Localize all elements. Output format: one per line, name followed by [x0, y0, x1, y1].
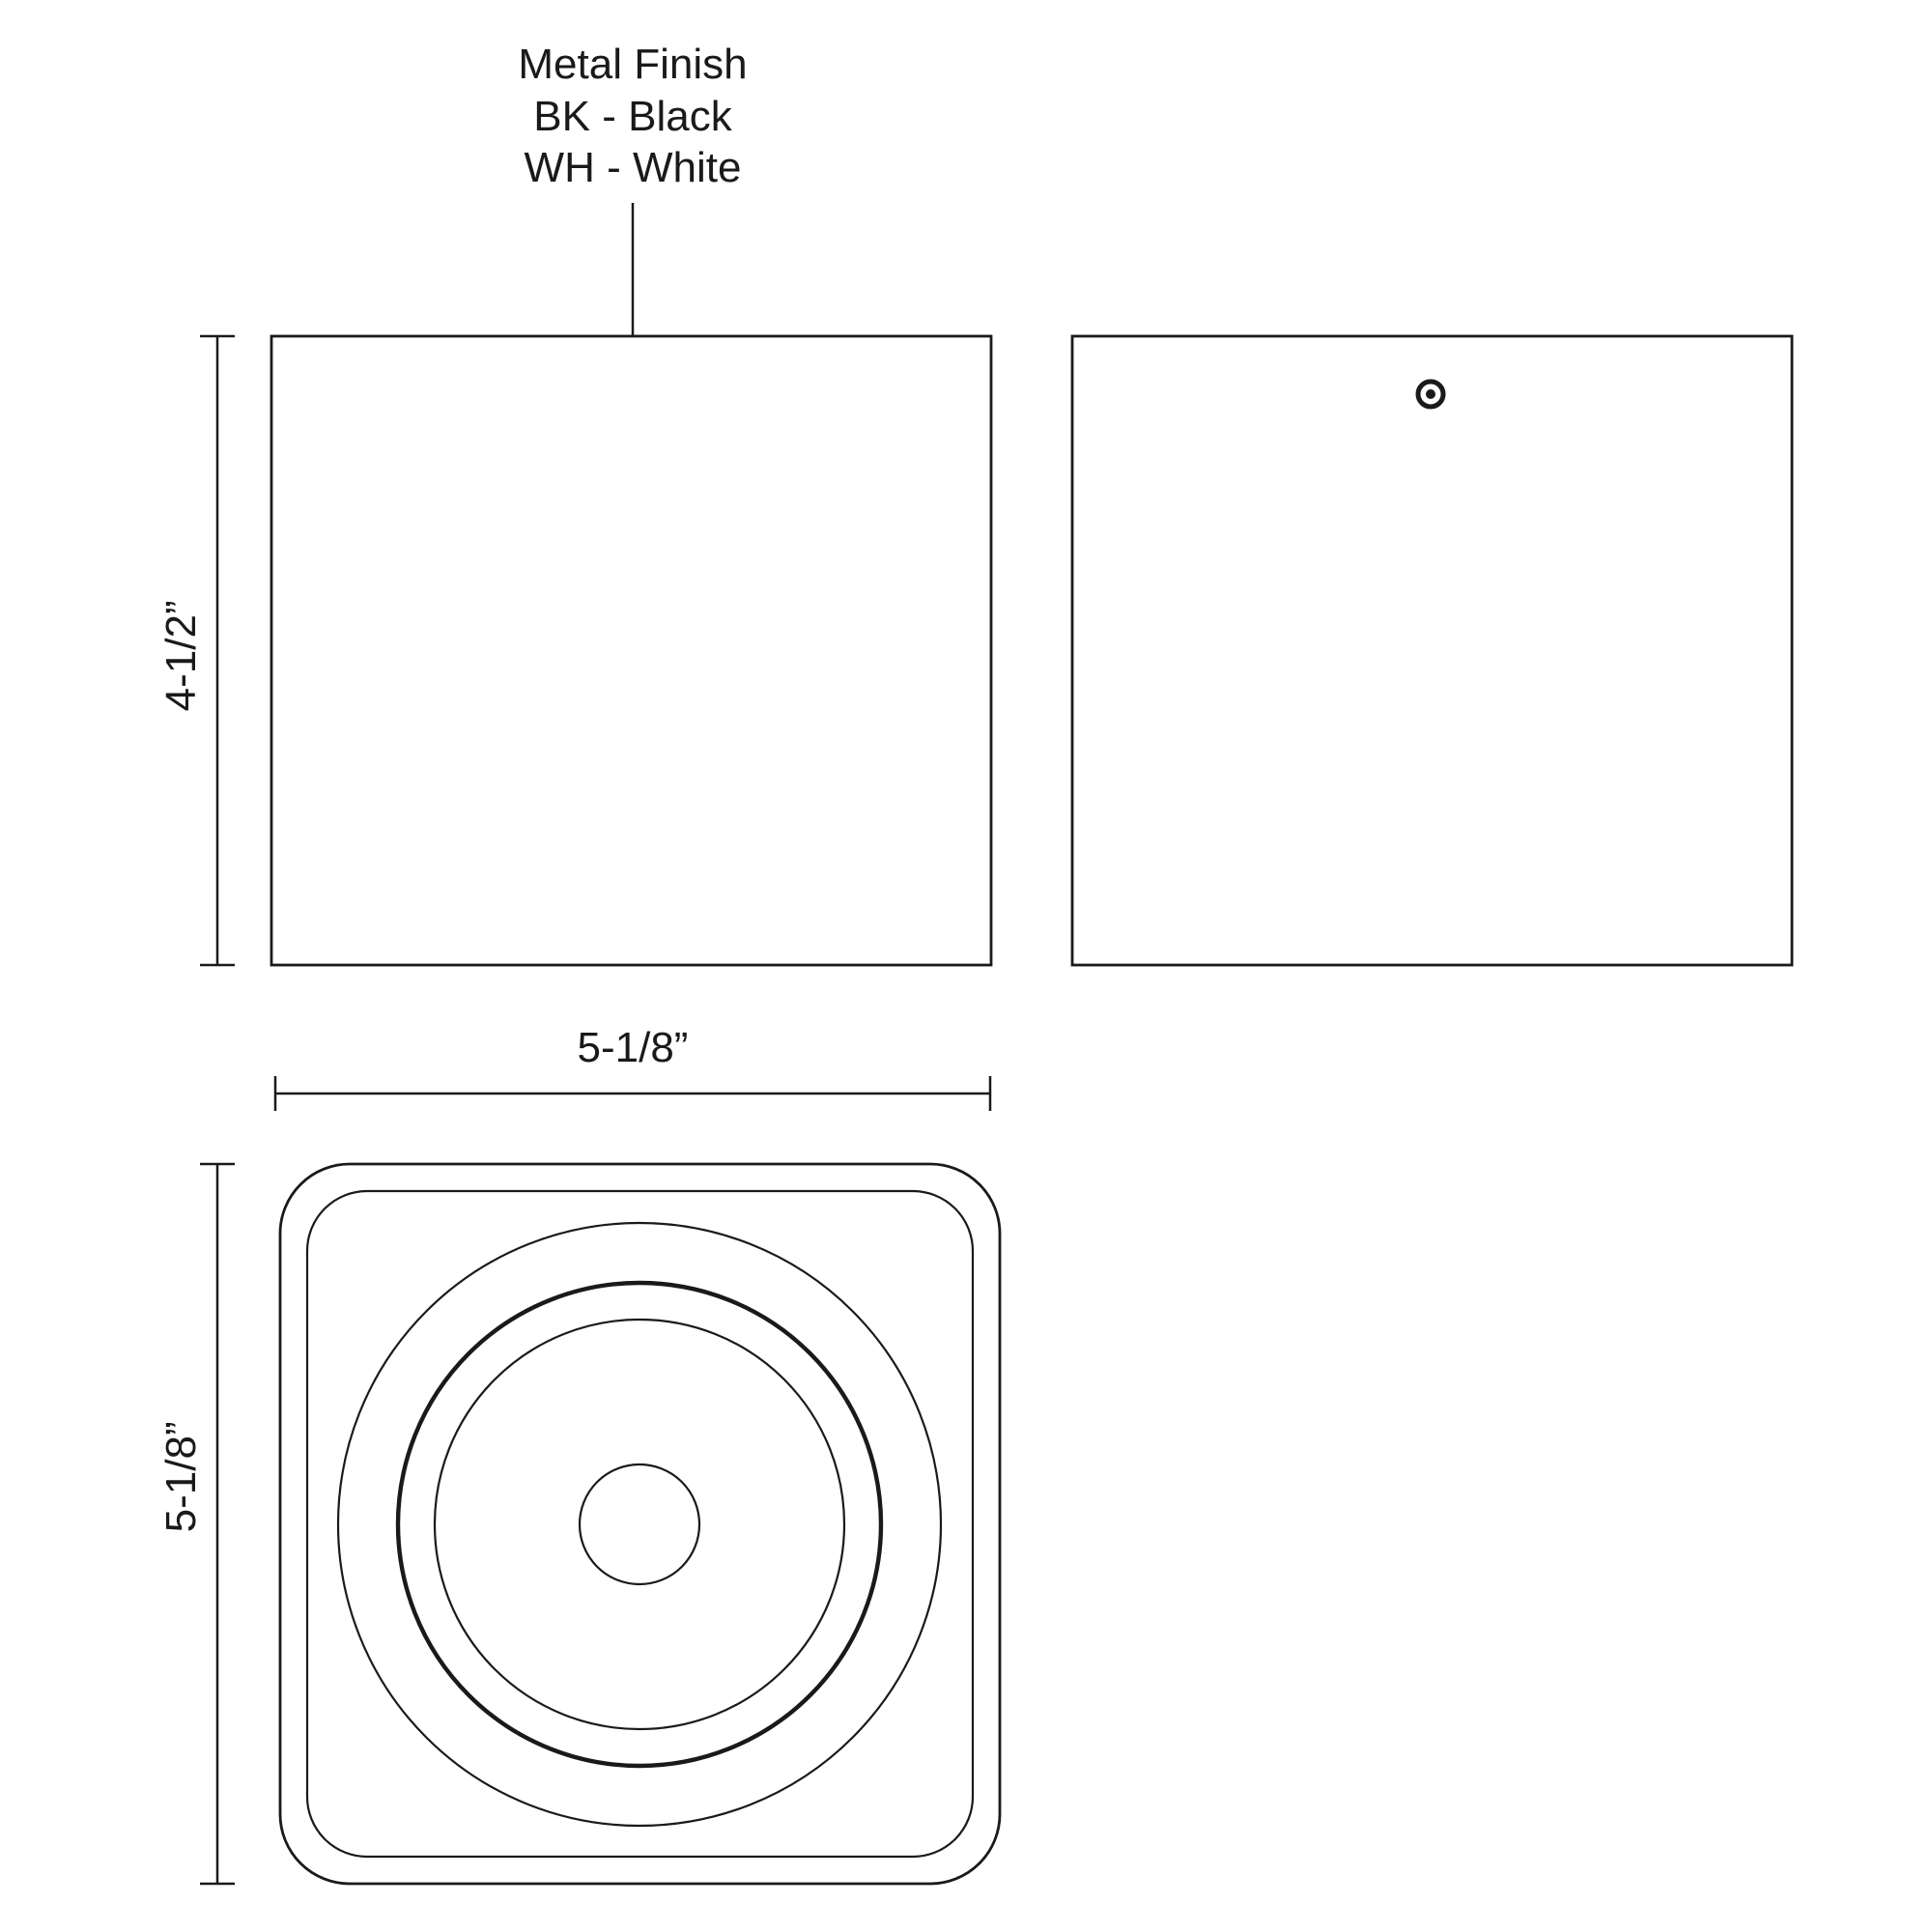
screw-hole-detail — [1418, 382, 1443, 407]
callout-line-title: Metal Finish — [518, 41, 748, 88]
metal-finish-callout — [425, 39, 840, 194]
housing-outer-edge — [280, 1164, 1000, 1884]
depth-dimension-label: 5-1/8” — [157, 1421, 206, 1533]
callout-line-bk: BK - Black — [533, 92, 732, 140]
height-dimension-label: 4-1/2” — [157, 600, 206, 712]
bottom-view — [280, 1164, 1000, 1884]
side-elevation-view — [1072, 336, 1792, 965]
width-dimension-label: 5-1/8” — [577, 1024, 689, 1071]
front-elevation-view — [271, 336, 991, 965]
width-dimension-line — [275, 1076, 990, 1111]
callout-line-wh: WH - White — [524, 144, 742, 192]
